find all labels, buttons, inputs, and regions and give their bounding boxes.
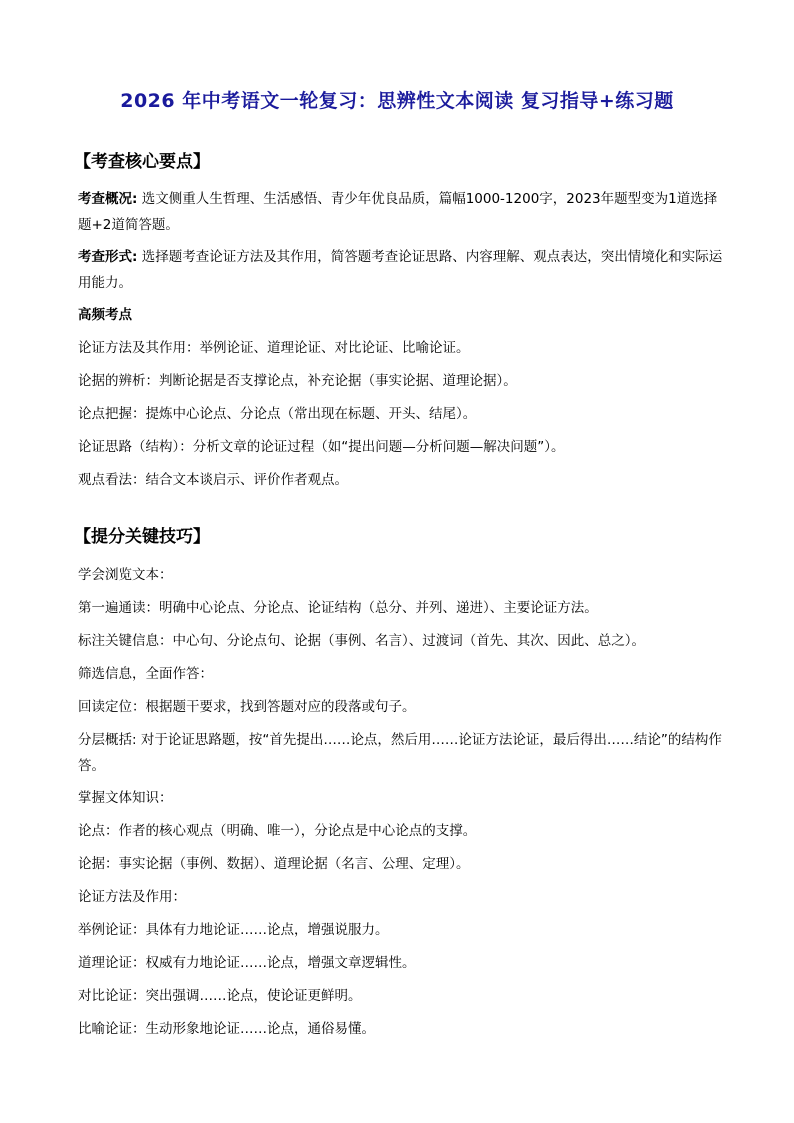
overview-paragraph	[78, 186, 728, 238]
form-paragraph	[78, 244, 728, 296]
list-item: 比喻论证：生动形象地论证……论点，通俗易懂。	[78, 1021, 375, 1037]
overview-label: 考查概况:	[78, 191, 138, 207]
document-title: 2026 年中考语文一轮复习：思辨性文本阅读 复习指导+练习题	[120, 90, 674, 112]
list-item: 举例论证：具体有力地论证……论点，增强说服力。	[78, 922, 389, 938]
list-item: 论据：事实论据（事例、数据）、道理论据（名言、公理、定理）。	[78, 856, 470, 872]
list-item: 道理论证：权威有力地论证……论点，增强文章逻辑性。	[78, 955, 416, 971]
section-heading-key-skills: 【提分关键技巧】	[74, 527, 210, 547]
form-label: 考查形式:	[78, 249, 138, 265]
list-item: 论证方法及作用：	[78, 889, 186, 905]
list-item: 掌握文体知识：	[78, 790, 173, 806]
list-item: 论据的辨析：判断论据是否支撑论点，补充论据（事实论据、道理论据）。	[78, 373, 517, 389]
list-item: 观点看法：结合文本谈启示、评价作者观点。	[78, 472, 348, 488]
list-item: 分层概括: 对于论证思路题，按“首先提出……论点，然后用……论证方法论证，最后得出……结论”的结构作答。	[78, 732, 722, 774]
list-item: 回读定位：根据题干要求，找到答题对应的段落或句子。	[78, 699, 416, 715]
list-item: 论证思路（结构）：分析文章的论证过程（如“提出问题—分析问题—解决问题”）。	[78, 439, 565, 455]
list-item: 学会浏览文本：	[78, 567, 173, 583]
overview-text: 选文侧重人生哲理、生活感悟、青少年优良品质，篇幅1000-1200字，2023年题型变为1道选择题+2道简答题。	[78, 191, 718, 233]
list-item: 论证方法及其作用：举例论证、道理论证、对比论证、比喻论证。	[78, 340, 470, 356]
list-item: 标注关键信息：中心句、分论点句、论据（事例、名言）、过渡词（首先、其次、因此、总之）。	[78, 633, 645, 649]
list-item: 论点：作者的核心观点（明确、唯一），分论点是中心论点的支撑。	[78, 823, 477, 839]
list-item: 对比论证：突出强调……论点，使论证更鲜明。	[78, 988, 362, 1004]
section-heading-core-points: 【考查核心要点】	[74, 152, 210, 172]
list-item: 论点把握：提炼中心论点、分论点（常出现在标题、开头、结尾）。	[78, 406, 477, 422]
frequent-points-label: 高频考点	[78, 307, 132, 323]
list-item: 第一遍通读：明确中心论点、分论点、论证结构（总分、并列、递进）、主要论证方法。	[78, 600, 598, 616]
form-text: 选择题考查论证方法及其作用，简答题考查论证思路、内容理解、观点表达，突出情境化和实际运用能力。	[78, 249, 723, 291]
list-item: 筛选信息，全面作答：	[78, 666, 213, 682]
